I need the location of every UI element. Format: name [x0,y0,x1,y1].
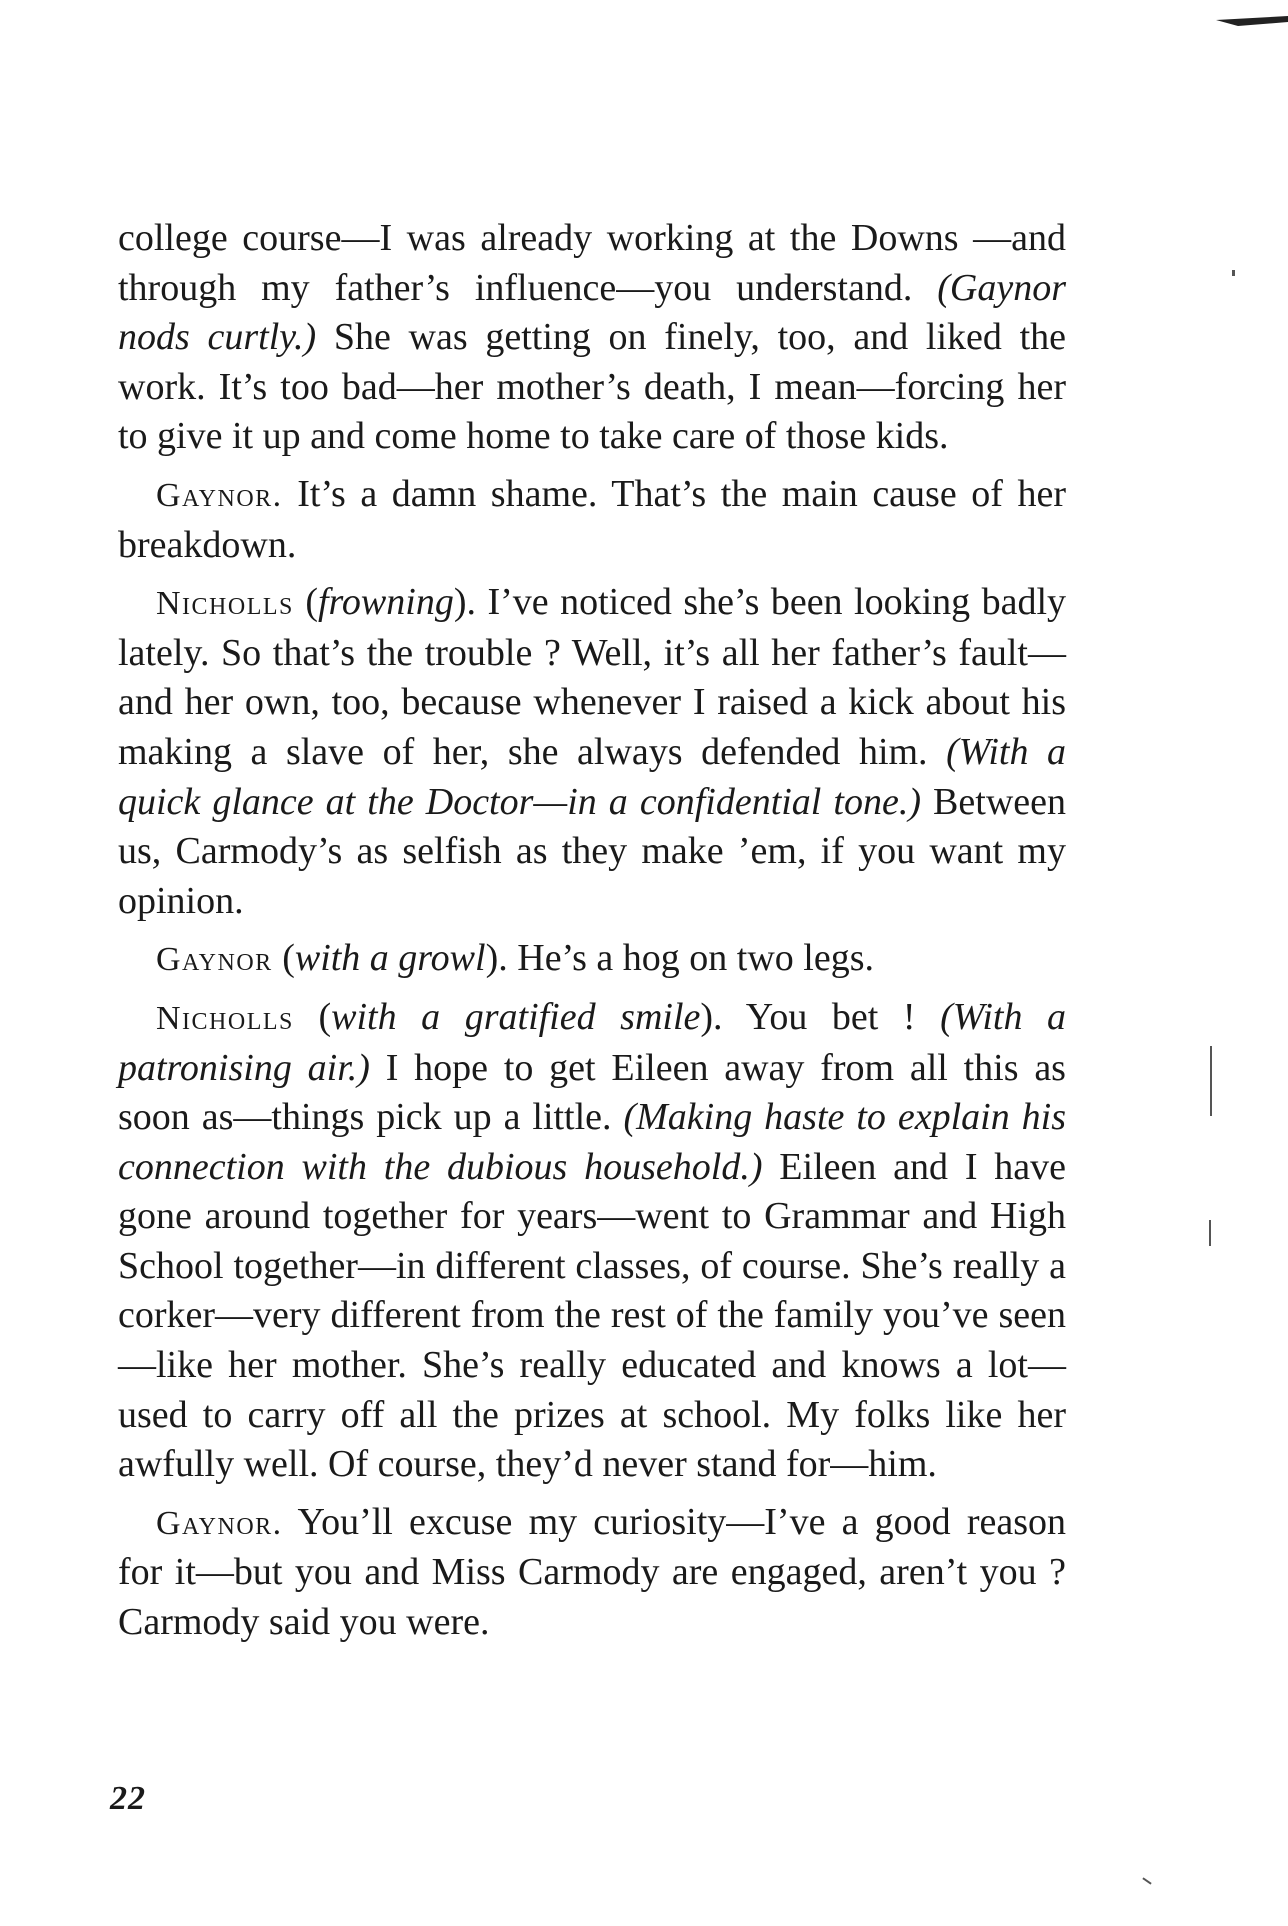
paragraph [118,578,1066,926]
paragraph [118,993,1066,1490]
dialogue-text: college course—I was already working at the Downs —and through my father’s influence—you understand. [118,217,1066,309]
scan-speck [1232,270,1235,276]
scan-speck [1209,1220,1211,1246]
stage-direction: (Gaynor nods curtly.) [118,266,1066,359]
speaker-name: Nicholls [156,999,294,1037]
speaker-name: Gaynor. [156,476,283,514]
stage-direction: frowning [318,581,454,624]
dialogue-text: Between us, Carmody’s as selfish as they make ’em, if you want my opinion. [118,780,1066,922]
body-text [118,214,1066,1656]
paragraph [118,934,1066,985]
dialogue-text: ). He’s a hog on two legs. [485,937,874,980]
stage-direction: (With a patronising air.) [118,995,1067,1089]
speaker-name: Gaynor [156,941,273,979]
dialogue-text: ( [293,995,332,1038]
dialogue-text: I hope to get Eileen away from all this as soon as—things pick up a little. [118,1046,1066,1139]
dialogue-text: ). You bet ! [700,995,941,1038]
page-number: 22 [110,1780,146,1817]
paragraph [118,470,1066,570]
dialogue-text: It’s a damn shame. That’s the main cause of her breakdown. [118,472,1066,566]
stage-direction: with a growl [294,937,486,980]
paragraph [118,214,1066,462]
dialogue-text: You’ll excuse my curiosity—I’ve a good reason for it—but you and Miss Carmody are engaged, aren’t you ? Carmody said you were. [118,1500,1066,1644]
scan-speck [1142,1877,1151,1884]
stage-direction: (Making haste to explain his connection with the dubious household.) [118,1096,1066,1188]
paragraph [118,1498,1066,1648]
stage-direction: (With a quick glance at the Doctor—in a confidential tone.) [118,730,1067,823]
scan-speck [1210,1046,1212,1116]
dialogue-text: ( [293,581,318,624]
dialogue-text: ( [272,937,295,980]
stage-direction: with a gratified smile [331,995,701,1038]
dialogue-text: Eileen and I have gone around together for years—went to Grammar and High School together—in different classes, of course. She’s really a corker—very different from the rest of the family you’ve seen—like her mother. She’s really educated and knows a lot—used to carry off all the prizes at school. My folks like her awfully well. Of course, they’d never stand for—him. [118,1145,1066,1486]
dialogue-text: ). I’ve noticed she’s been looking badly lately. So that’s the trouble ? Well, it’s all her father’s fault—and her own, too, because whenever I raised a kick about his making a slave of her, she always defended him. [118,581,1066,773]
page-corner-mark [1208,8,1288,38]
speaker-name: Gaynor. [156,1504,283,1542]
speaker-name: Nicholls [156,585,294,623]
dialogue-text: She was getting on finely, too, and liked the work. It’s too bad—her mother’s death, I mean—forcing her to give it up and come home to take care of those kids. [118,316,1066,458]
